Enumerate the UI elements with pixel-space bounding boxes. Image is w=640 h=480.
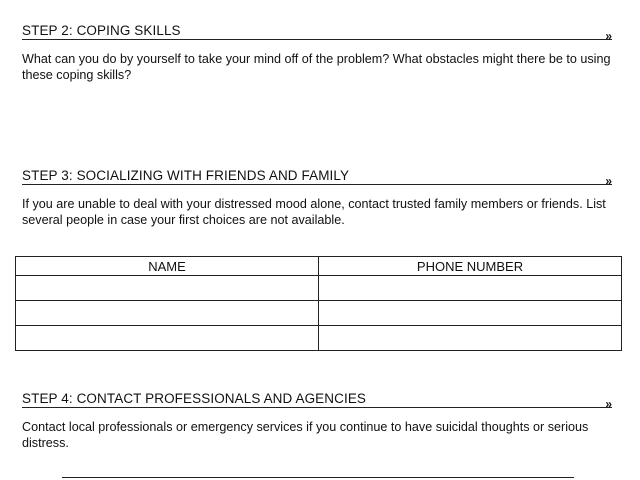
step-2-title: STEP 2: COPING SKILLS <box>22 23 181 38</box>
phone-cell[interactable] <box>319 301 622 326</box>
name-column-header: NAME <box>16 257 319 276</box>
step-4-title: STEP 4: CONTACT PROFESSIONALS AND AGENCIES <box>22 391 367 406</box>
phone-cell[interactable] <box>319 276 622 301</box>
step-3-title: STEP 3: SOCIALIZING WITH FRIENDS AND FAMILY <box>22 168 350 183</box>
contacts-table <box>15 256 622 351</box>
step-3-description: If you are unable to deal with your distressed mood alone, contact trusted family members or friends. List several people in case your first choices are not available. <box>22 197 606 227</box>
blank-entry-line[interactable] <box>62 477 574 478</box>
step-4-description: Contact local professionals or emergency services if you continue to have suicidal thoughts or serious distress. <box>22 420 589 450</box>
name-cell[interactable] <box>16 276 319 301</box>
phone-cell[interactable] <box>319 326 622 351</box>
step-2-arrow-icon: » <box>605 29 612 43</box>
table-header-row <box>16 257 622 276</box>
step-3-header <box>22 166 612 188</box>
phone-column-header: PHONE NUMBER <box>319 257 622 276</box>
step-4-header <box>22 389 612 411</box>
step-2-header <box>22 21 612 43</box>
step-2-description: What can you do by yourself to take your mind off of the problem? What obstacles might there be to using these coping skills? <box>22 52 611 82</box>
table-row <box>16 326 622 351</box>
step-4-arrow-icon: » <box>605 397 612 411</box>
table-row <box>16 276 622 301</box>
table-row <box>16 301 622 326</box>
name-cell[interactable] <box>16 326 319 351</box>
step-3-arrow-icon: » <box>605 174 612 188</box>
name-cell[interactable] <box>16 301 319 326</box>
